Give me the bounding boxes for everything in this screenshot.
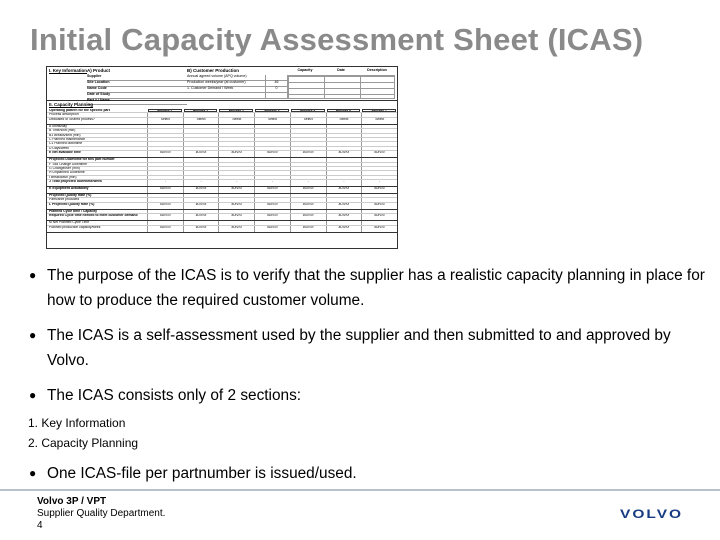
planning-cell xyxy=(290,113,326,116)
process-header: Process 1 xyxy=(148,109,182,112)
planning-cell: #DIV/0! xyxy=(218,187,254,193)
planning-cell xyxy=(218,194,254,197)
planning-cell: #DIV/0! xyxy=(361,151,397,157)
planning-cell xyxy=(326,138,362,141)
planning-cell: #DIV/0! xyxy=(183,151,219,157)
planning-cell xyxy=(290,138,326,141)
planning-cell: #DIV/0! xyxy=(254,214,290,220)
bullet-sections xyxy=(28,383,708,408)
planning-cell: - xyxy=(183,180,219,186)
planning-row-label: J Total projected downtime/week xyxy=(49,180,102,184)
planning-cell xyxy=(290,194,326,197)
planning-cell: #DIV/0! xyxy=(218,203,254,209)
capacity-header: Date xyxy=(337,68,345,72)
planning-cell xyxy=(147,176,183,179)
planning-row-label: I Breakdown (min) xyxy=(49,175,77,179)
planning-cell xyxy=(361,171,397,174)
planning-cell xyxy=(254,129,290,132)
slide-title: Initial Capacity Assessment Sheet (ICAS) xyxy=(30,22,644,57)
planning-row-label: H Unplanned Downtime xyxy=(49,171,85,175)
capacity-planning-title: II. Capacity Planning xyxy=(49,102,94,107)
planning-cell xyxy=(326,171,362,174)
planning-cell xyxy=(290,176,326,179)
planning-cell xyxy=(218,163,254,166)
bullet-dot-icon: ● xyxy=(29,268,37,282)
planning-cell: #DIV/0! xyxy=(326,187,362,193)
planning-cell: #DIV/0! xyxy=(326,226,362,232)
footer-org: Volvo 3P / VPT xyxy=(37,496,107,507)
planning-row-label: C1 Planned downtime xyxy=(49,142,83,146)
planning-cell xyxy=(218,147,254,150)
planning-cell: #DIV/0! xyxy=(361,187,397,193)
planning-cell xyxy=(326,176,362,179)
planning-cell xyxy=(147,142,183,145)
planning-cell xyxy=(290,129,326,132)
planning-cell xyxy=(147,194,183,197)
section-item-capacity-planning: 2. Capacity Planning xyxy=(28,436,139,450)
product-title: A) Product xyxy=(87,68,110,73)
customer-row-label: Production weeks/year (at customer) xyxy=(187,80,246,84)
product-field-label: Site Location xyxy=(87,80,110,84)
product-field-label: Part # / Name xyxy=(87,98,110,102)
planning-cell xyxy=(290,210,326,213)
planning-row xyxy=(47,214,397,221)
planning-row-label: Planned production capacity/week xyxy=(49,225,101,229)
planning-cell: Select xyxy=(254,118,290,124)
planning-cell xyxy=(326,221,362,224)
planning-cell: - xyxy=(254,180,290,186)
planning-row-label: B Time/shift (min) xyxy=(49,129,76,133)
planning-row-label: E Net available time xyxy=(49,151,81,155)
planning-cell: #DIV/0! xyxy=(183,203,219,209)
planning-cell xyxy=(147,138,183,141)
planning-cell: #DIV/0! xyxy=(254,203,290,209)
planning-row-label: Parts/shift produced xyxy=(49,198,80,202)
planning-cell xyxy=(218,171,254,174)
process-header: Process 7 xyxy=(362,109,396,112)
product-field-label: Supplier xyxy=(87,74,102,78)
planning-cell xyxy=(254,134,290,137)
planning-cell: - xyxy=(218,180,254,186)
bullet-dot-icon: ● xyxy=(29,466,37,480)
planning-cell xyxy=(361,221,397,224)
planning-cell xyxy=(290,171,326,174)
planning-cell xyxy=(183,221,219,224)
planning-cell xyxy=(218,142,254,145)
planning-cell xyxy=(361,138,397,141)
planning-cell: Select xyxy=(326,118,362,124)
planning-cell: #DIV/0! xyxy=(254,187,290,193)
planning-cell: #DIV/0! xyxy=(183,187,219,193)
planning-cell: #DIV/0! xyxy=(254,226,290,232)
planning-cell xyxy=(147,167,183,170)
planning-cell xyxy=(183,167,219,170)
footer xyxy=(37,496,165,532)
planning-cell: - xyxy=(326,180,362,186)
planning-cell xyxy=(218,167,254,170)
planning-cell xyxy=(361,158,397,161)
planning-cell xyxy=(326,129,362,132)
planning-cell xyxy=(326,198,362,201)
planning-cell: Select xyxy=(218,118,254,124)
planning-cell: #DIV/0! xyxy=(147,214,183,220)
planning-cell xyxy=(254,138,290,141)
planning-cell xyxy=(326,194,362,197)
planning-cell xyxy=(254,142,290,145)
bullet-text: The purpose of the ICAS is to verify that the supplier has a realistic capacity planning in place for how to produce the required customer volume. xyxy=(47,267,705,309)
planning-cell: #DIV/0! xyxy=(218,151,254,157)
planning-cell xyxy=(218,176,254,179)
planning-cell xyxy=(183,171,219,174)
volvo-logo: VOLVO xyxy=(620,507,684,522)
planning-cell: - xyxy=(147,180,183,186)
customer-row-value: 0 xyxy=(265,87,287,92)
bullet-text: The ICAS is a self-assessment used by the supplier and then submitted to and approved by Volvo. xyxy=(47,327,671,369)
planning-row-label: F Tool Change Downtime xyxy=(49,162,88,166)
planning-cell: Select xyxy=(183,118,219,124)
footer-rule xyxy=(0,489,720,491)
planning-cell xyxy=(183,113,219,116)
planning-cell xyxy=(254,176,290,179)
planning-cell: #DIV/0! xyxy=(361,214,397,220)
planning-cell xyxy=(361,125,397,128)
customer-row-label: 1. Customer Demand / Week xyxy=(187,86,234,90)
planning-row-label: Process description xyxy=(49,113,79,117)
planning-cell xyxy=(361,113,397,116)
product-field-label: Date of Study xyxy=(87,92,111,96)
planning-row-label: K Equipment Availability xyxy=(49,187,89,191)
planning-cell xyxy=(254,147,290,150)
customer-row-value: 46 xyxy=(265,81,287,86)
capacity-header: Description xyxy=(367,68,387,72)
planning-cell xyxy=(361,167,397,170)
planning-cell xyxy=(147,134,183,137)
planning-cell xyxy=(361,176,397,179)
bullet-purpose xyxy=(28,263,708,313)
key-information-title: I. Key Information xyxy=(49,68,88,73)
planning-cell xyxy=(290,125,326,128)
planning-cell xyxy=(147,158,183,161)
planning-cell xyxy=(326,147,362,150)
planning-cell xyxy=(147,210,183,213)
planning-cell xyxy=(183,134,219,137)
slide-body xyxy=(28,263,708,486)
capacity-headers xyxy=(287,69,395,73)
planning-row xyxy=(47,118,397,125)
planning-cell: #DIV/0! xyxy=(183,226,219,232)
planning-row-label: G Changeover (min) xyxy=(49,166,80,170)
planning-cell xyxy=(254,158,290,161)
planning-cell xyxy=(326,167,362,170)
planning-cell xyxy=(361,198,397,201)
planning-row-label: D Days/week xyxy=(49,146,69,150)
icas-spreadsheet-image xyxy=(46,66,398,249)
planning-cell xyxy=(290,158,326,161)
capacity-planning-grid xyxy=(47,109,397,233)
bullet-text: The ICAS consists only of 2 sections: xyxy=(47,387,302,404)
planning-cell xyxy=(290,147,326,150)
capacity-grid xyxy=(287,75,395,99)
process-header: Process 3 xyxy=(219,109,253,112)
planning-row-label: B1 Breaks/shift (min) xyxy=(49,133,81,137)
planning-cell xyxy=(147,221,183,224)
planning-cell xyxy=(183,176,219,179)
page-number: 4 xyxy=(37,520,43,531)
customer-row xyxy=(187,93,287,99)
planning-cell: Select xyxy=(147,118,183,124)
planning-cell xyxy=(361,194,397,197)
planning-cell: #DIV/0! xyxy=(326,203,362,209)
planning-cell xyxy=(218,138,254,141)
product-field-label: Name Code xyxy=(87,86,107,90)
capacity-planning-section xyxy=(47,102,397,249)
planning-cell xyxy=(147,198,183,201)
planning-cell xyxy=(218,129,254,132)
planning-cell xyxy=(254,167,290,170)
planning-row-label: L Projected Quality Rate (%) xyxy=(49,202,95,206)
planning-row xyxy=(47,180,397,187)
planning-cell: #DIV/0! xyxy=(147,203,183,209)
planning-cell: Select xyxy=(290,118,326,124)
planning-row-label: Dedicated or Shared process? xyxy=(49,117,95,121)
planning-row-label: M Net Planned Cycle Time xyxy=(49,221,90,225)
capacity-header: Capacity xyxy=(297,68,313,72)
planning-cell xyxy=(254,198,290,201)
planning-cell xyxy=(326,210,362,213)
process-header: Process 5 xyxy=(291,109,325,112)
process-header: Process 2 xyxy=(184,109,218,112)
planning-cell xyxy=(290,134,326,137)
planning-cell: #DIV/0! xyxy=(147,187,183,193)
planning-cell xyxy=(183,210,219,213)
planning-cell: #DIV/0! xyxy=(326,151,362,157)
planning-cell: #DIV/0! xyxy=(290,214,326,220)
planning-cell xyxy=(326,125,362,128)
planning-cell xyxy=(183,147,219,150)
planning-cell xyxy=(326,142,362,145)
planning-cell xyxy=(147,113,183,116)
planning-cell: #DIV/0! xyxy=(218,226,254,232)
planning-cell xyxy=(147,171,183,174)
planning-cell: #DIV/0! xyxy=(183,214,219,220)
bullet-self-assessment xyxy=(28,323,708,373)
footer-department: Supplier Quality Department. xyxy=(37,508,166,519)
planning-cell xyxy=(290,167,326,170)
planning-cell xyxy=(290,163,326,166)
planning-cell: #DIV/0! xyxy=(254,151,290,157)
planning-cell: #DIV/0! xyxy=(290,151,326,157)
planning-cell xyxy=(183,142,219,145)
planning-cell xyxy=(218,221,254,224)
planning-cell xyxy=(147,163,183,166)
customer-production-rows xyxy=(187,75,287,99)
planning-cell xyxy=(254,125,290,128)
planning-row-label: Required Cycle time needed to meet customer demand xyxy=(49,214,138,218)
planning-cell xyxy=(361,129,397,132)
bullet-one-file xyxy=(28,461,708,486)
key-information-section xyxy=(47,67,397,101)
planning-cell xyxy=(147,147,183,150)
planning-cell xyxy=(254,113,290,116)
bullet-dot-icon: ● xyxy=(29,328,37,342)
planning-cell xyxy=(361,147,397,150)
planning-row xyxy=(47,187,397,194)
planning-cell xyxy=(183,158,219,161)
planning-cell: #DIV/0! xyxy=(218,214,254,220)
planning-cell xyxy=(254,163,290,166)
planning-cell xyxy=(183,163,219,166)
planning-row-label: Planned Cycle time / Capacity xyxy=(49,209,98,213)
planning-cell: Select xyxy=(361,118,397,124)
planning-cell xyxy=(290,221,326,224)
planning-row-label: Projected Quality Rate (%) xyxy=(49,194,92,198)
planning-cell: #DIV/0! xyxy=(361,226,397,232)
planning-cell xyxy=(147,125,183,128)
planning-cell: #DIV/0! xyxy=(290,187,326,193)
planning-row xyxy=(47,203,397,210)
planning-cell xyxy=(183,194,219,197)
process-header-label: Operating pattern for the specific part xyxy=(49,109,110,112)
planning-cell xyxy=(254,194,290,197)
planning-cell xyxy=(218,125,254,128)
planning-row-label: Projected Downtime for this part number xyxy=(49,158,115,162)
planning-cell xyxy=(361,142,397,145)
bullet-text: One ICAS-file per partnumber is issued/used. xyxy=(47,465,357,482)
customer-production-title: B) Customer Production xyxy=(187,68,240,73)
planning-cell xyxy=(218,158,254,161)
product-fields xyxy=(87,75,187,105)
planning-cell xyxy=(361,134,397,137)
planning-cell xyxy=(290,198,326,201)
bullet-dot-icon: ● xyxy=(29,388,37,402)
planning-cell: - xyxy=(361,180,397,186)
planning-cell xyxy=(361,163,397,166)
planning-cell xyxy=(290,142,326,145)
planning-cell xyxy=(254,171,290,174)
planning-cell xyxy=(218,113,254,116)
customer-row-value xyxy=(265,93,287,98)
planning-cell xyxy=(218,198,254,201)
planning-cell xyxy=(183,129,219,132)
planning-cell: #DIV/0! xyxy=(147,151,183,157)
planning-cell xyxy=(218,134,254,137)
planning-cell: #DIV/0! xyxy=(361,203,397,209)
process-header: Process 4 xyxy=(255,109,289,112)
planning-row-label: A Shifts/day xyxy=(49,124,67,128)
planning-row xyxy=(47,151,397,158)
planning-cell: #DIV/0! xyxy=(290,226,326,232)
planning-cell: #DIV/0! xyxy=(290,203,326,209)
planning-cell xyxy=(183,138,219,141)
planning-cell: #DIV/0! xyxy=(326,214,362,220)
planning-cell xyxy=(183,125,219,128)
planning-cell xyxy=(218,210,254,213)
planning-row-label: C Planned maintenance xyxy=(49,137,86,141)
planning-cell: #DIV/0! xyxy=(147,226,183,232)
planning-cell xyxy=(183,198,219,201)
planning-cell xyxy=(254,210,290,213)
planning-cell xyxy=(326,158,362,161)
customer-row-label: Annual agreed volume (APQ volume) xyxy=(187,74,247,78)
process-header: Process 6 xyxy=(327,109,361,112)
section-item-key-information: 1. Key Information xyxy=(28,416,126,430)
planning-row xyxy=(47,226,397,233)
planning-cell xyxy=(147,129,183,132)
planning-cell xyxy=(326,113,362,116)
planning-cell: - xyxy=(290,180,326,186)
planning-cell xyxy=(326,134,362,137)
planning-cell xyxy=(326,163,362,166)
planning-cell xyxy=(361,210,397,213)
planning-cell xyxy=(254,221,290,224)
